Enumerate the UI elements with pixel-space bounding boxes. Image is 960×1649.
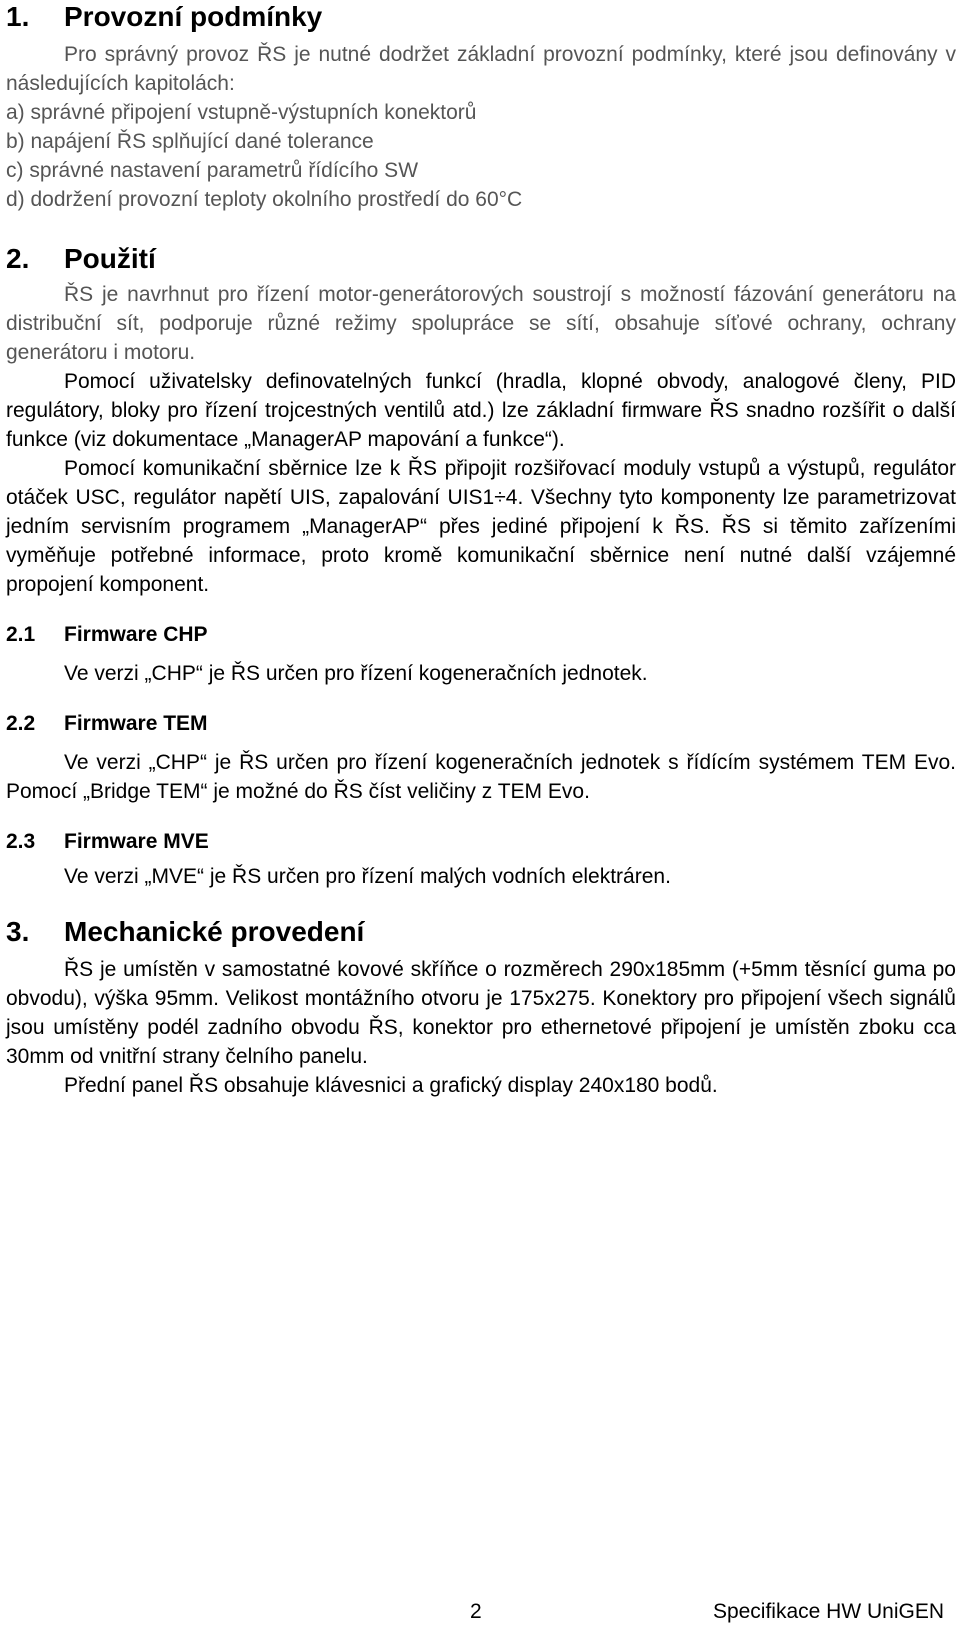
subsection-firmware-mve (6, 828, 956, 891)
section-pouziti (6, 242, 956, 367)
subsection-number: 2.3 (6, 830, 36, 853)
page-number: 2 (470, 1600, 482, 1623)
body-paragraph: Pomocí komunikační sběrnice lze k ŘS připojit rozšiřovací moduly vstupů a výstupů, regulátor otáček USC, regulátor napětí UIS, zapalování UIS1÷4. Všechny tyto komponenty lze parametrizovat jedním servisním programem „ManagerAP“ přes jediné připojení k ŘS. ŘS si těmito zařízeními vyměňuje potřebné informace, proto kromě komunikační sběrnice není nutné další vzájemné propojení komponent. (6, 457, 956, 596)
document-title: Specifikace HW UniGEN (712, 1600, 944, 1623)
section-mechanicke-provedeni (6, 915, 956, 1100)
subsection-title: Firmware CHP (64, 623, 208, 646)
subsection-title: Firmware TEM (64, 712, 208, 735)
intro-paragraph: Pro správný provoz ŘS je nutné dodržet základní provozní podmínky, které jsou definovány v následujících kapitolách: (6, 43, 956, 95)
body-paragraph: Ve verzi „CHP“ je ŘS určen pro řízení kogeneračních jednotek s řídícím systémem TEM Evo. Pomocí „Bridge TEM“ je možné do ŘS číst veličiny z TEM Evo. (6, 751, 956, 803)
section-number: 2. (6, 243, 30, 274)
subsection-heading (6, 828, 956, 856)
subsection-number: 2.2 (6, 712, 36, 735)
section-title: Použití (64, 243, 156, 274)
body-paragraph: Pomocí uživatelsky definovatelných funkcí (hradla, klopné obvody, analogové členy, PID regulátory, bloky pro řízení trojcestných ventilů atd.) lze základní firmware ŘS snadno rozšířit o další funkce (viz dokumentace „ManagerAP mapování a funkce“). (6, 370, 956, 451)
section-heading (6, 915, 956, 949)
body-paragraph: ŘS je navrhnut pro řízení motor-generátorových soustrojí s možností fázování generátoru na distribuční sít, podporuje různé režimy spolupráce se sítí, obsahuje síťové ochrany, ochrany generátoru i motoru. (6, 283, 956, 364)
section-provozni-podminky (6, 0, 956, 214)
subsection-number: 2.1 (6, 623, 36, 646)
document-page (6, 0, 956, 1100)
page-footer (0, 1600, 960, 1630)
subsection-heading (6, 710, 956, 738)
section-number: 3. (6, 916, 30, 947)
section-heading (6, 242, 956, 276)
condition-item: d) dodržení provozní teploty okolního prostředí do 60°C (6, 188, 523, 211)
section-pouziti-continued (6, 367, 956, 599)
condition-item: b) napájení ŘS splňující dané tolerance (6, 130, 374, 153)
condition-item: a) správné připojení vstupně-výstupních konektorů (6, 101, 477, 124)
section-title: Mechanické provedení (64, 916, 365, 947)
section-heading (6, 0, 956, 34)
section-number: 1. (6, 1, 30, 32)
body-paragraph: Ve verzi „CHP“ je ŘS určen pro řízení kogeneračních jednotek. (64, 662, 648, 685)
subsection-firmware-chp (6, 621, 956, 688)
condition-item: c) správné nastavení parametrů řídícího SW (6, 159, 419, 182)
subsection-firmware-tem (6, 710, 956, 806)
section-title: Provozní podmínky (64, 1, 323, 32)
body-paragraph: Ve verzi „MVE“ je ŘS určen pro řízení malých vodních elektráren. (64, 865, 671, 888)
subsection-title: Firmware MVE (64, 830, 209, 853)
subsection-heading (6, 621, 956, 649)
body-paragraph: Přední panel ŘS obsahuje klávesnici a grafický display 240x180 bodů. (64, 1074, 718, 1097)
body-paragraph: ŘS je umístěn v samostatné kovové skříňce o rozměrech 290x185mm (+5mm těsnící guma po obvodu), výška 95mm. Velikost montážního otvoru je 175x275. Konektory pro připojení všech signálů jsou umístěny podél zadního obvodu ŘS, konektor pro ethernetové připojení je umístěn zboku cca 30mm od vnitřní strany čelního panelu. (6, 958, 956, 1068)
